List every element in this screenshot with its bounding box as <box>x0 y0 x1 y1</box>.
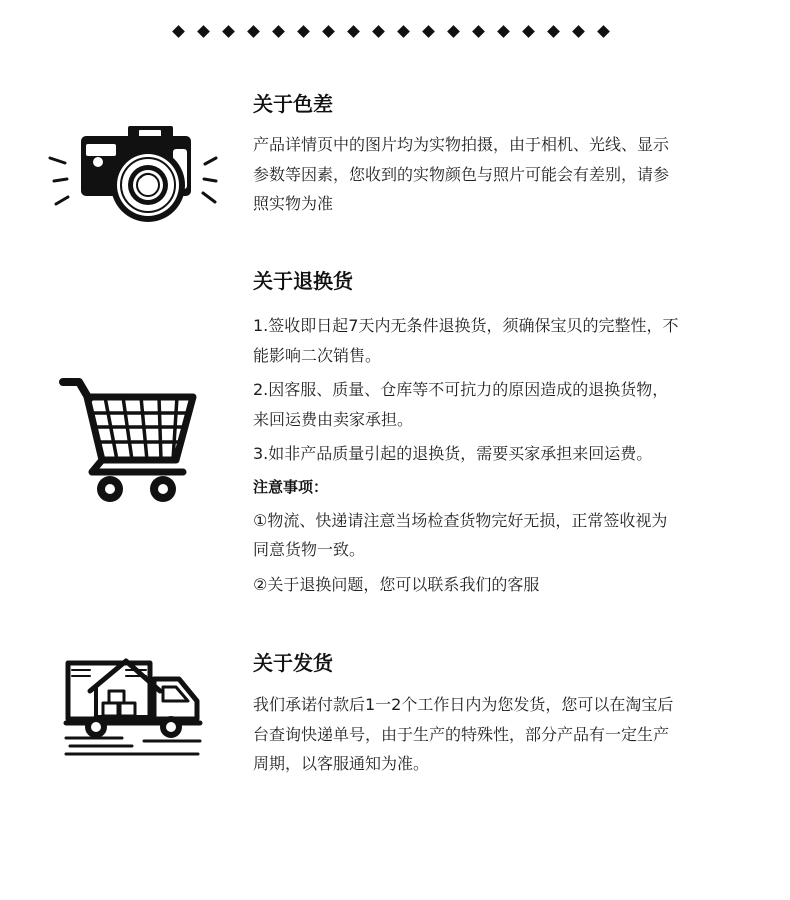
returns-section <box>253 268 743 599</box>
diamond-ornament <box>522 25 535 38</box>
paragraph-line: 周期，以客服通知为准。 <box>253 754 430 773</box>
diamond-ornament <box>472 25 485 38</box>
shipping-section <box>253 650 743 779</box>
diamond-ornament <box>447 25 460 38</box>
diamond-ornament <box>422 25 435 38</box>
return-rule-1 <box>253 311 743 370</box>
diamond-ornament <box>597 25 610 38</box>
paragraph-line: 照实物为准 <box>253 194 334 213</box>
return-rule-3 <box>253 439 743 469</box>
diamond-ornament <box>197 25 210 38</box>
diamond-ornament <box>322 25 335 38</box>
diamond-ornament <box>372 25 385 38</box>
diamond-ornament <box>497 25 510 38</box>
paragraph-line: ②关于退换问题，您可以联系我们的客服 <box>253 574 540 594</box>
camera-icon <box>45 118 220 228</box>
section-title: 关于色差 <box>253 92 333 116</box>
paragraph-line: 参数等因素，您收到的实物颜色与照片可能会有差别，请参 <box>253 164 670 184</box>
paragraph-line: 我们承诺付款后1一2个工作日内为您发货，您可以在淘宝后 <box>253 695 674 714</box>
diamond-ornament <box>347 25 360 38</box>
paragraph-line: 能影响二次销售。 <box>253 345 382 365</box>
paragraph-line: 3.如非产品质量引起的退换货，需要买家承担来回运费。 <box>253 444 653 463</box>
diamond-ornament <box>547 25 560 38</box>
delivery-truck-icon <box>62 655 204 760</box>
note-1 <box>253 506 743 565</box>
diamond-ornament <box>247 25 260 38</box>
note-2 <box>253 570 743 600</box>
color-difference-section <box>253 91 743 219</box>
paragraph-line: 同意货物一致。 <box>253 540 366 559</box>
return-rule-2 <box>253 375 743 434</box>
diamond-ornament <box>297 25 310 38</box>
notes-heading: 注意事项： <box>253 477 329 496</box>
paragraph-line: 2.因客服、质量、仓库等不可抗力的原因造成的退换货物， <box>253 380 669 399</box>
paragraph-line: 1.签收即日起7天内无条件退换货，须确保宝贝的完整性，不 <box>253 316 679 335</box>
diamond-ornament <box>397 25 410 38</box>
section-title: 关于发货 <box>253 651 333 675</box>
shopping-cart-icon <box>55 375 200 507</box>
paragraph-line: ①物流、快递请注意当场检查货物完好无损，正常签收视为 <box>253 510 668 530</box>
diamond-ornament <box>572 25 585 38</box>
diamond-ornament <box>222 25 235 38</box>
paragraph-line: 产品详情页中的图片均为实物拍摄，由于相机、光线、显示 <box>253 135 670 154</box>
paragraph-line: 台查询快递单号，由于生产的特殊性，部分产品有一定生产 <box>253 724 670 744</box>
diamond-ornament <box>172 25 185 38</box>
paragraph-line: 来回运费由卖家承担。 <box>253 409 414 429</box>
diamond-ornament <box>272 25 285 38</box>
diamond-divider <box>174 25 616 39</box>
section-title: 关于退换货 <box>253 269 353 293</box>
